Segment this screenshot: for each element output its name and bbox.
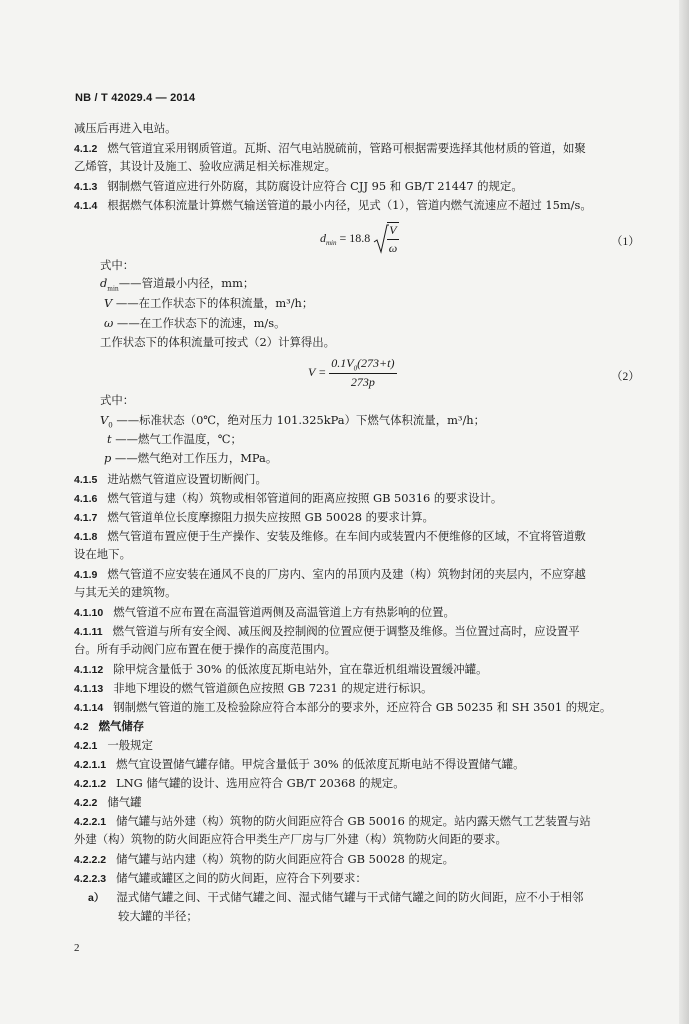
clause-4-1-2: 4.1.2 燃气管道宜采用钢质管道。瓦斯、沼气电站脱硫前，管路可根据需要选择其他材质的管道，如聚	[74, 141, 586, 155]
symbol-def-t: t ——燃气工作温度，℃；	[107, 432, 242, 446]
list-item-a: a） 湿式储气罐之间、干式储气罐之间、湿式储气罐与干式储气罐之间的防火间距，应不小于相邻	[88, 890, 584, 904]
section-4-2-heading: 4.2 燃气储存	[74, 719, 145, 733]
clause-4-1-12: 4.1.12 除甲烷含量低于 30% 的低浓度瓦斯电站外，宜在靠近机组端设置缓冲罐。	[74, 662, 488, 676]
text-line: 设在地下。	[74, 547, 131, 561]
clause-4-1-7: 4.1.7 燃气管道单位长度摩擦阻力损失应按照 GB 50028 的要求计算。	[74, 510, 434, 524]
clause-4-2-1-2: 4.2.1.2 LNG 储气罐的设计、选用应符合 GB/T 20368 的规定。	[74, 776, 405, 790]
clause-4-1-9: 4.1.9 燃气管道不应安装在通风不良的厂房内、室内的吊顶内及建（构）筑物封闭的夹层内，不应穿越	[74, 567, 586, 581]
clause-4-1-3: 4.1.3 钢制燃气管道应进行外防腐，其防腐设计应符合 CJJ 95 和 GB/T 21447 的规定。	[74, 179, 523, 193]
clause-4-1-13: 4.1.13 非地下埋设的燃气管道颜色应按照 GB 7231 的规定进行标识。	[74, 681, 433, 695]
text-line: 台。所有手动阀门应布置在便于操作的高度范围内。	[74, 642, 336, 656]
equation-1-label: （1）	[611, 236, 640, 248]
text-line: 与其无关的建筑物。	[74, 585, 177, 599]
symbol-def-V0: $V_0$ ——标准状态（0℃，绝对压力 101.325kPa）下燃气体积流量，m³/h；	[100, 413, 486, 430]
clause-4-1-6: 4.1.6 燃气管道与建（构）筑物或相邻管道间的距离应按照 GB 50316 的要求设计。	[74, 491, 503, 505]
where-label: 式中：	[100, 258, 135, 272]
clause-4-2-1-1: 4.2.1.1 燃气宜设置储气罐存储。甲烷含量低于 30% 的低浓度瓦斯电站不得设置储气罐。	[74, 757, 525, 771]
page-number: 2	[74, 942, 80, 954]
clause-4-2-2-1: 4.2.2.1 储气罐与站外建（构）筑物的防火间距应符合 GB 50016 的规定。站内露天燃气工艺装置与站	[74, 814, 591, 828]
symbol-def-p: p ——燃气绝对工作压力，MPa。	[104, 451, 278, 465]
clause-4-2-2-2: 4.2.2.2 储气罐与站内建（构）筑物的防火间距应符合 GB 50028 的规定。	[74, 852, 455, 866]
clause-4-1-5: 4.1.5 进站燃气管道应设置切断阀门。	[74, 472, 267, 486]
where-label: 式中：	[100, 393, 135, 407]
symbol-def-V: V ——在工作状态下的体积流量，m³/h；	[104, 296, 314, 310]
text-line: 较大罐的半径；	[118, 909, 198, 923]
equation-2: V = $\frac{0.1V_0(273+t)}{273p}$	[308, 356, 395, 390]
subsection-4-2-2-heading: 4.2.2 储气罐	[74, 795, 142, 809]
text-line: 乙烯管，其设计及施工、验收应满足相关标准规定。	[74, 159, 336, 173]
clause-4-1-14: 4.1.14 钢制燃气管道的施工及检验除应符合本部分的要求外，还应符合 GB 50235 和 SH 3501 的规定。	[74, 700, 612, 714]
clause-4-1-10: 4.1.10 燃气管道不应布置在高温管道两侧及高温管道上方有热影响的位置。	[74, 605, 455, 619]
subsection-4-2-1-heading: 4.2.1 一般规定	[74, 738, 153, 752]
page-edge-shadow	[679, 0, 689, 1024]
clause-4-2-2-3: 4.2.2.3 储气罐或罐区之间的防火间距，应符合下列要求：	[74, 871, 367, 885]
equation-1: $d_{min} = 18.8$ $\frac{V}{\omega}$	[320, 223, 398, 255]
clause-4-1-11: 4.1.11 燃气管道与所有安全阀、减压阀及控制阀的位置应便于调整及维修。当位置过高时，应设置平	[74, 624, 580, 638]
standard-header: NB / T 42029.4 — 2014	[75, 92, 196, 104]
text-line: 工作状态下的体积流量可按式（2）计算得出。	[100, 335, 336, 349]
symbol-def-dmin: $d_{min}——$管道最小内径，mm；	[100, 276, 255, 293]
symbol-def-omega: ω ——在工作状态下的流速，m/s。	[104, 316, 286, 330]
text-line: 减压后再进入电站。	[74, 121, 177, 135]
text-line: 外建（构）筑物的防火间距应符合甲类生产厂房与厂外建（构）筑物防火间距的要求。	[74, 832, 507, 846]
clause-4-1-8: 4.1.8 燃气管道布置应便于生产操作、安装及维修。在车间内或装置内不便维修的区域，不宜将管道敷	[74, 529, 586, 543]
equation-2-label: （2）	[611, 371, 640, 383]
clause-4-1-4: 4.1.4 根据燃气体积流量计算燃气输送管道的最小内径，见式（1），管道内燃气流速应不超过 15m/s。	[74, 198, 592, 212]
